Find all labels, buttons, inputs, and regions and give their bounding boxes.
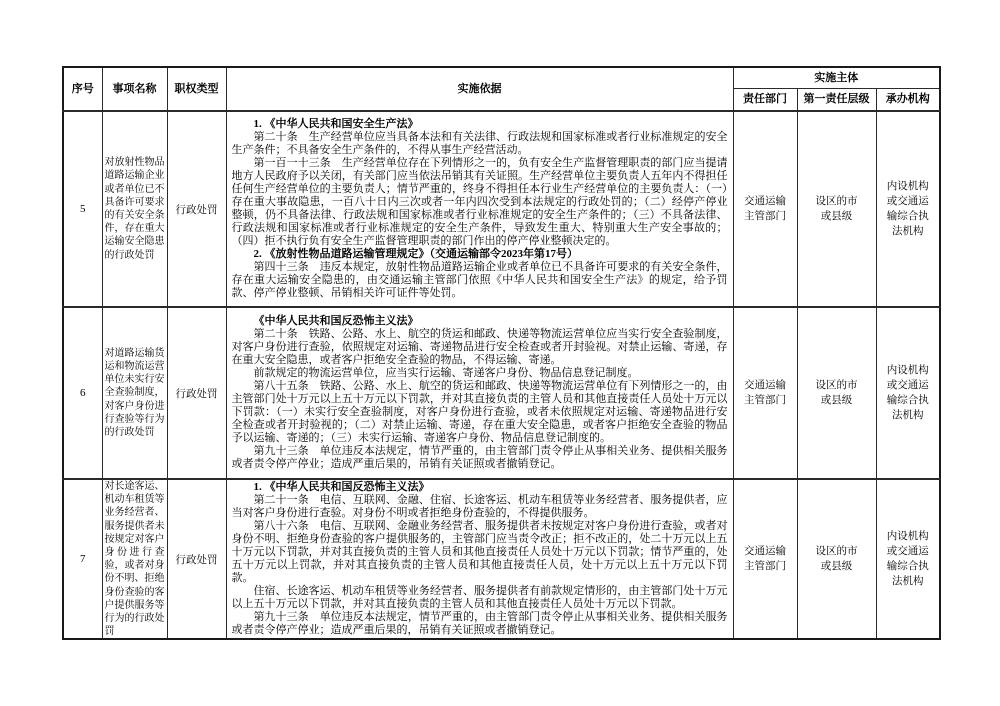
law-article-text: 第二十条 生产经营单位应当具备本法和有关法律、行政法规和国家标准或者行业标准规定的安全生产条件；不具备安全生产条件的，不得从事生产经营活动。 (231, 131, 728, 156)
table-row (63, 307, 940, 479)
row-authority-type: 行政处罚 (167, 111, 226, 307)
level-text: 设区的市或县级 (815, 546, 858, 573)
department-text: 交通运输主管部门 (744, 546, 786, 573)
row-responsible-department (733, 111, 797, 307)
row-implementation-basis (226, 111, 733, 307)
law-title: 2. 《放射性物品道路运输管理规定》（交通运输部令2023年第17号） (253, 248, 578, 260)
header-authority-type: 职权类型 (167, 67, 226, 111)
law-title: 1. 《中华人民共和国反恐怖主义法》 (253, 481, 430, 494)
row-responsibility-level (797, 307, 876, 479)
table-header (63, 67, 940, 111)
header-agency: 承办机构 (876, 89, 940, 112)
row-responsible-department (733, 479, 797, 639)
law-article-text: 第九十三条 单位违反本法规定，情节严重的，由主管部门责令停止从事相关业务、提供相关服务或者责令停产停业；造成严重后果的，吊销有关证照或者撤销登记。 (231, 611, 728, 637)
law-title: 《中华人民共和国反恐怖主义法》 (253, 315, 419, 327)
table-body (63, 111, 940, 639)
law-article-text: 第四十三条 违反本规定，放射性物品道路运输企业或者单位已不具备许可要求的有关安全条件，存在重大运输安全隐患的，由交通运输主管部门依照《中华人民共和国安全生产法》的规定，给予罚款、停产停业整顿、吊销相关许可证件等处罚。 (231, 261, 728, 299)
row-item-name-text: 对道路运输货运和物流运营单位未实行安全查验制度，对客户身份进行查验等行为的行政处罚 (104, 347, 165, 438)
row-authority-type: 行政处罚 (167, 479, 226, 639)
row-basis-text (232, 315, 728, 471)
row-item-name (102, 307, 167, 479)
row-undertaking-agency (876, 111, 940, 307)
row-undertaking-agency (876, 307, 940, 479)
law-title: 1. 《中华人民共和国安全生产法》 (253, 118, 419, 130)
row-item-name-text: 对长途客运、机动车租赁等业务经营者、服务提供者未按规定对客户身份进行查验，或者对身份不明、拒绝身份查验的客户提供服务等行为的行政处罚 (104, 481, 165, 638)
header-subject: 实施主体 (733, 67, 940, 89)
row-undertaking-agency (876, 479, 940, 639)
row-item-name (102, 479, 167, 639)
header-department: 责任部门 (733, 89, 797, 112)
row-responsible-department (733, 307, 797, 479)
row-authority-type: 行政处罚 (167, 307, 226, 479)
department-text: 交通运输主管部门 (744, 380, 786, 406)
header-basis: 实施依据 (226, 67, 733, 111)
row-basis-text (232, 118, 728, 300)
row-implementation-basis (226, 479, 733, 639)
header-level: 第一责任层级 (797, 89, 876, 112)
row-responsibility-level (797, 479, 876, 639)
law-article-text: 前款规定的物流运营单位，应当实行运输、寄递客户身份、物品信息登记制度。 (253, 367, 639, 379)
agency-text: 内设机构或交通运输综合执法机构 (886, 531, 929, 588)
row-implementation-basis (226, 307, 733, 479)
penalty-items-table (62, 66, 941, 640)
department-text: 交通运输主管部门 (744, 196, 786, 222)
row-basis-text (232, 481, 728, 637)
header-seq: 序号 (63, 67, 102, 111)
law-article-text: 住宿、长途客运、机动车租赁等业务经营者、服务提供者有前款规定情形的，由主管部门处十万元以上五十万元以下罚款，并对其直接负责的主管人员和其他直接责任人员处十万元以下罚款。 (231, 585, 728, 611)
row-item-name (102, 111, 167, 307)
table-row (63, 111, 940, 307)
law-article-text: 第八十六条 电信、互联网、金融业务经营者、服务提供者未按规定对客户身份进行查验，或者对身份不明、拒绝身份查验的客户提供服务的，主管部门应当责令改正；拒不改正的，处二十万元以上五十万元以下罚款，并对其直接负责的主管人员和其他直接责任人员处十万元以下罚款；情节严重的，处五十万元以上罚款，并对其直接负责的主管人员和其他直接责任人员，处十万元以上五十万元以下罚款。 (231, 520, 728, 585)
row-item-name-text: 对放射性物品道路运输企业或者单位已不具备许可要求的有关安全条件，存在重大运输安全隐患的行政处罚 (104, 157, 165, 261)
header-item-name: 事项名称 (102, 67, 167, 111)
level-text: 设区的市或县级 (815, 380, 858, 406)
law-article-text: 第二十一条 电信、互联网、金融、住宿、长途客运、机动车租赁等业务经营者、服务提供者，应当对客户身份进行查验。对身份不明或者拒绝身份查验的，不得提供服务。 (231, 494, 728, 520)
agency-text: 内设机构或交通运输综合执法机构 (886, 365, 929, 421)
level-text: 设区的市或县级 (815, 196, 858, 222)
table-row (63, 479, 940, 639)
law-article-text: 第八十五条 铁路、公路、水上、航空的货运和邮政、快递等物流运营单位有下列情形之一的，由主管部门处十万元以上五十万元以下罚款，并对其直接负责的主管人员和其他直接责任人员处十万元以下罚款：（一）未实行安全查验制度，对客户身份进行查验，或者未依照规定对运输、寄递物品进行安全检查或者开封验视的；（二）对禁止运输、寄递，存在重大安全隐患，或者客户拒绝安全查验的物品予以运输、寄递的；（三）未实行运输、寄递客户身份、物品信息登记制度的。 (231, 380, 728, 444)
row-seq-number: 7 (63, 479, 102, 639)
law-article-text: 第一百一十三条 生产经营单位存在下列情形之一的，负有安全生产监督管理职责的部门应当提请地方人民政府予以关闭，有关部门应当依法吊销其有关证照。生产经营单位主要负责人五年内不得担任任何生产经营单位的主要负责人；情节严重的，终身不得担任本行业生产经营单位的主要负责人：（一）存在重大事故隐患，一百八十日内三次或者一年内四次受到本法规定的行政处罚的；（二）经停产停业整顿，仍不具备法律、行政法规和国家标准或者行业标准规定的安全生产条件的；（三）不具备法律、行政法规和国家标准或者行业标准规定的安全生产条件，导致发生重大、特别重大生产安全事故的；（四）拒不执行负有安全生产监督管理职责的部门作出的停产停业整顿决定的。 (231, 157, 728, 247)
row-seq-number: 6 (63, 307, 102, 479)
row-seq-number: 5 (63, 111, 102, 307)
law-article-text: 第二十条 铁路、公路、水上、航空的货运和邮政、快递等物流运营单位应当实行安全查验制度，对客户身份进行查验，依照规定对运输、寄递物品进行安全检查或者开封验视。对禁止运输、寄递，存在重大安全隐患，或者客户拒绝安全查验的物品，不得运输、寄递。 (231, 328, 728, 366)
agency-text: 内设机构或交通运输综合执法机构 (886, 181, 929, 237)
law-article-text: 第九十三条 单位违反本法规定，情节严重的，由主管部门责令停止从事相关业务、提供相关服务或者责令停产停业；造成严重后果的，吊销有关证照或者撤销登记。 (231, 445, 728, 470)
row-responsibility-level (797, 111, 876, 307)
